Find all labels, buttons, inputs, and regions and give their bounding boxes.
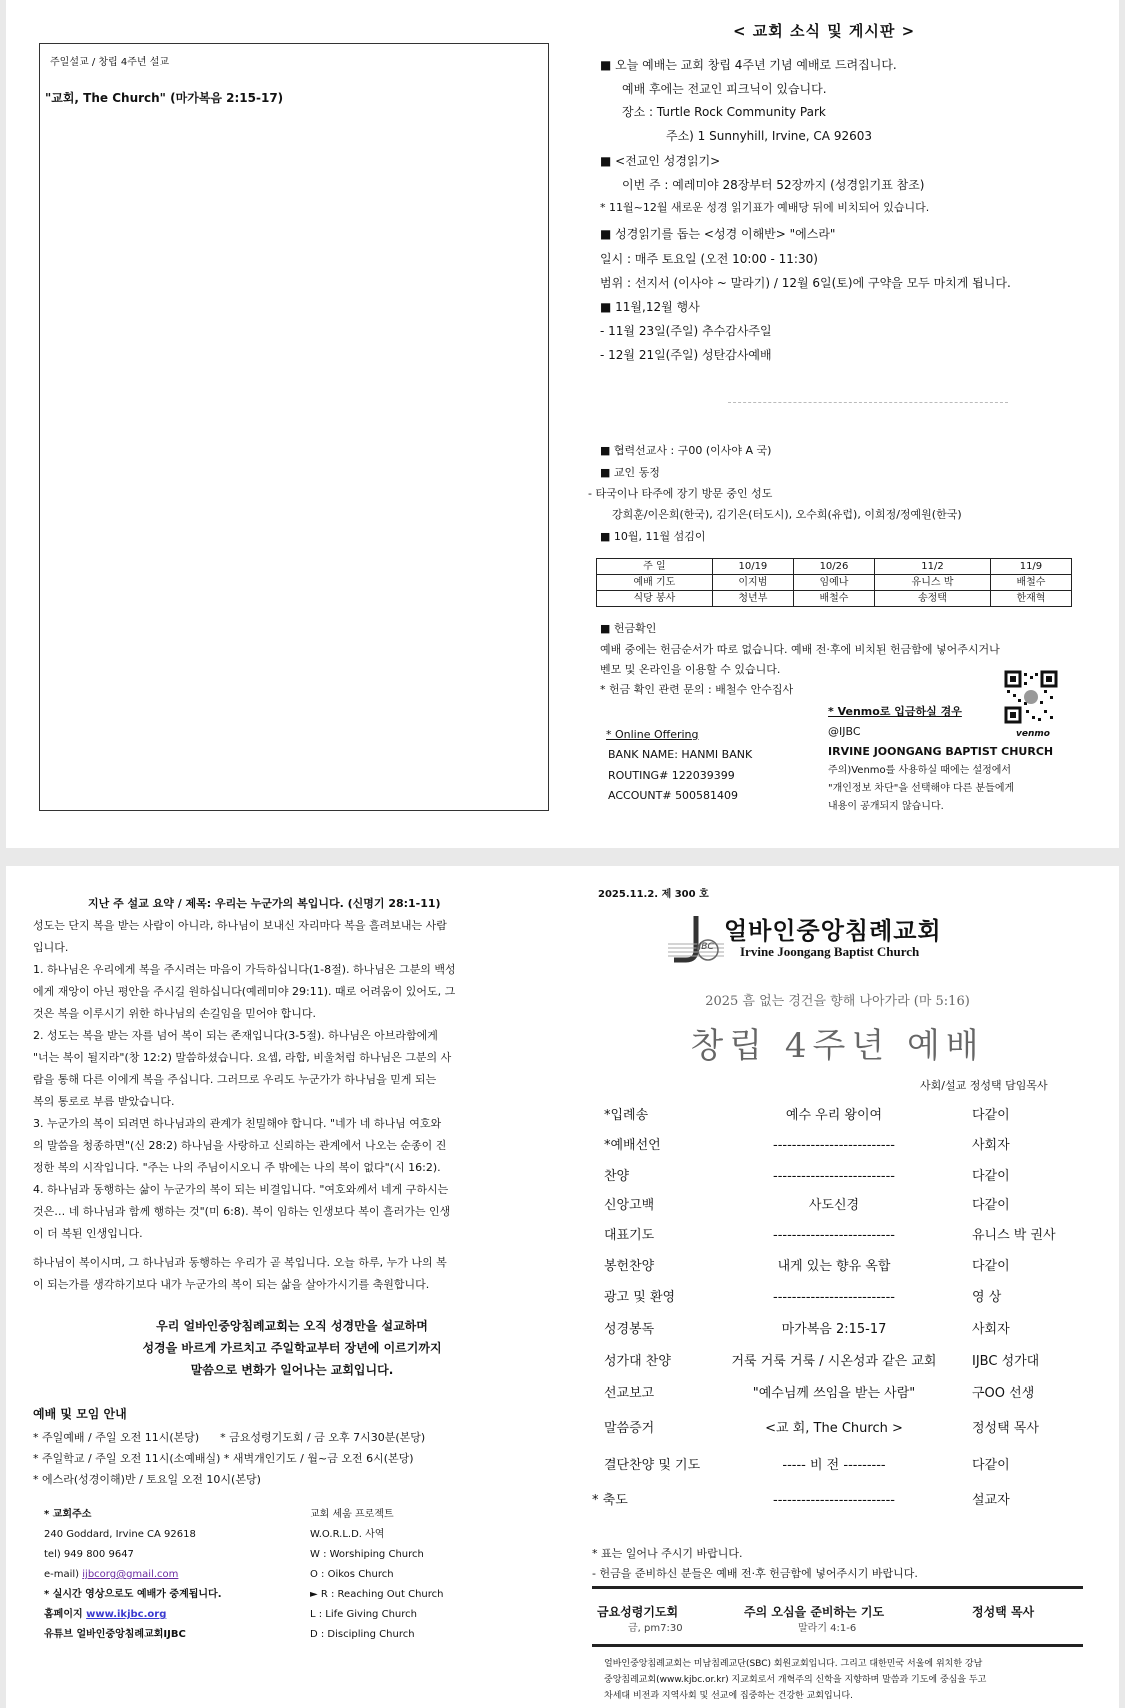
worlds-item: D : Discipling Church xyxy=(310,1629,415,1640)
order-row xyxy=(604,1384,1094,1404)
order-row xyxy=(604,1288,1094,1308)
order-row xyxy=(592,1491,1082,1511)
meetings-title: 예배 및 모임 안내 xyxy=(33,1407,127,1421)
bulletin-back-page xyxy=(6,0,1119,848)
homepage-row xyxy=(44,1606,166,1623)
order-item-leader: 다같이 xyxy=(972,1198,1010,1213)
order-item-content: -------------------------- xyxy=(773,1493,895,1508)
worlds-title: 교회 세움 프로젝트 xyxy=(310,1509,394,1520)
worlds-item: O : Oikos Church xyxy=(310,1569,394,1580)
order-item-name: 성가대 찬양 xyxy=(604,1354,671,1369)
summary-line: 에게 재앙이 아닌 평안을 주시길 원하십니다(예레미야 29:11). 때로 어려움이 있어도, 그 xyxy=(33,985,456,998)
order-item-leader: 영 상 xyxy=(972,1290,1002,1305)
servants-table xyxy=(596,558,1072,607)
table-row xyxy=(597,591,1072,607)
order-item-name: 광고 및 환영 xyxy=(604,1290,676,1305)
summary-line: 성도는 단지 복을 받는 사람이 아니라, 하나님이 보내신 자리마다 복을 흘려보내는 사람 xyxy=(33,919,447,932)
table-cell: 식당 봉사 xyxy=(597,591,713,607)
order-row xyxy=(604,1419,1094,1439)
church-name-english: Irvine Joongang Baptist Church xyxy=(740,944,920,959)
order-item-content: 예수 우리 왕이여 xyxy=(785,1108,883,1123)
worlds-item: L : Life Giving Church xyxy=(310,1609,417,1620)
order-item-leader: 사회자 xyxy=(972,1322,1010,1337)
sermon-notes-box xyxy=(39,43,549,811)
offering-note: - 헌금을 준비하신 분들은 예배 전·후 헌금함에 넣어주시기 바랍니다. xyxy=(592,1567,918,1580)
standing-note: * 표는 일어나 주시기 바랍니다. xyxy=(592,1547,743,1560)
order-item-name: 신앙고백 xyxy=(604,1198,655,1213)
youtube-channel: 유튜브 얼바인중앙침례교회IJBC xyxy=(44,1629,186,1640)
order-item-leader: 다같이 xyxy=(972,1108,1010,1123)
church-address: 240 Goddard, Irvine CA 92618 xyxy=(44,1529,196,1540)
summary-line: 2. 성도는 복을 받는 자를 넘어 복이 되는 존재입니다(3-5절). 하나님은 아브라함에게 xyxy=(33,1029,438,1042)
news-item: ■ 10월, 11월 섬김이 xyxy=(600,530,706,543)
friday-topic: 주의 오심을 준비하는 기도 xyxy=(744,1605,885,1619)
meeting-line: * 주일예배 / 주일 오전 11시(본당) * 금요성령기도회 / 금 오후 7시30분(본당) xyxy=(33,1431,426,1444)
order-item-leader: 다같이 xyxy=(972,1458,1010,1473)
yearly-motto: 2025 흠 없는 경건을 향해 나아가라 (마 5:16) xyxy=(705,994,970,1009)
summary-line: 람을 통해 다른 이에게 복을 주십니다. 그러므로 우리도 누군가가 하나님을 믿게 되는 xyxy=(33,1073,437,1086)
bulletin-front-page xyxy=(6,866,1119,1708)
summary-line: "너는 복이 될지라"(창 12:2) 말씀하셨습니다. 요셉, 라합, 비울처럼 하나님은 그분의 사 xyxy=(33,1051,452,1064)
divider-rule xyxy=(592,1586,1083,1589)
summary-closing: 이 되는가를 생각하기보다 내가 누군가의 복이 되는 삶을 살아가시기를 축원합니다. xyxy=(33,1278,430,1291)
table-cell: 청년부 xyxy=(712,591,793,607)
order-item-leader: 정성택 목사 xyxy=(972,1421,1039,1436)
table-header-row xyxy=(597,559,1072,575)
order-item-name: 봉헌찬양 xyxy=(604,1259,655,1274)
section-divider xyxy=(728,402,1008,403)
news-item: ■ 오늘 예배는 교회 창립 4주년 기념 예배로 드려집니다. xyxy=(600,58,897,72)
footer-line: 차세대 비전과 지역사회 및 선교에 집중하는 건강한 교회입니다. xyxy=(604,1691,853,1701)
news-item: ■ 성경읽기를 돕는 <성경 이해반> "에스라" xyxy=(600,227,836,241)
offering-text: 예배 중에는 헌금순서가 따로 없습니다. 예배 전·후에 비치된 헌금함에 넣어주시거나 xyxy=(600,643,1000,656)
order-row xyxy=(604,1456,1094,1476)
table-row xyxy=(597,575,1072,591)
summary-line: 4. 하나님과 동행하는 삶이 누군가의 복이 되는 비결입니다. "여호와께서 네게 구하시는 xyxy=(33,1183,449,1196)
table-cell: 송정택 xyxy=(875,591,991,607)
order-item-leader: 사회자 xyxy=(972,1138,1010,1153)
order-item-content: 마가복음 2:15-17 xyxy=(781,1322,887,1337)
church-logo xyxy=(666,914,726,964)
order-item-name: 대표기도 xyxy=(604,1228,655,1243)
table-cell: 10/26 xyxy=(793,559,874,575)
news-item: 예배 후에는 전교인 피크닉이 있습니다. xyxy=(622,82,827,96)
worlds-item: ► R : Reaching Out Church xyxy=(310,1589,444,1600)
friday-leader: 정성택 목사 xyxy=(972,1605,1035,1619)
footer-line: 중앙침례교회(www.kjbc.or.kr) 지교회로서 개혁주의 신학을 지향하며 말씀과 기도에 중심을 두고 xyxy=(604,1675,987,1685)
friday-meeting-name: 금요성령기도회 xyxy=(597,1605,679,1619)
news-item: ■ 교인 동정 xyxy=(600,466,660,479)
church-logo-icon xyxy=(666,914,726,964)
summary-line: 의 말씀을 청종하면"(신 28:2) 하나님을 사랑하고 신뢰하는 관계에서 나오는 순종이 진 xyxy=(33,1139,447,1152)
logo-lettering: IJBC xyxy=(696,942,714,952)
order-item-content: -------------------------- xyxy=(773,1228,895,1243)
summary-line: 이 더 복된 인생입니다. xyxy=(33,1227,143,1240)
table-cell: 10/19 xyxy=(712,559,793,575)
summary-line: 정한 복의 시작입니다. "주는 나의 주님이시오니 주 밖에는 나의 복이 없다"(시 16:2). xyxy=(33,1161,441,1174)
order-row xyxy=(604,1320,1094,1340)
church-phone: tel) 949 800 9647 xyxy=(44,1549,134,1560)
order-item-leader: IJBC 성가대 xyxy=(972,1354,1040,1369)
order-item-content: <교 회, The Church > xyxy=(765,1421,903,1436)
qr-code-icon xyxy=(1004,670,1058,724)
news-item: - 12월 21일(주일) 성탄감사예배 xyxy=(600,348,772,362)
order-item-name: *예배선언 xyxy=(604,1138,661,1153)
venmo-title: * Venmo로 입금하실 경우 xyxy=(828,705,962,718)
mission-statement: 우리 얼바인중앙침례교회는 오직 성경만을 설교하며 xyxy=(156,1319,428,1333)
sermon-box-title: "교회, The Church" (마가복음 2:15-17) xyxy=(45,91,284,105)
footer-line: 얼바인중앙침례교회는 미남침례교단(SBC) 회원교회입니다. 그리고 대한민국 서울에 위치한 강남 xyxy=(604,1659,983,1669)
venmo-logo: venmo xyxy=(1016,729,1050,739)
news-item: 주소) 1 Sunnyhill, Irvine, CA 92603 xyxy=(666,129,873,143)
summary-line: 입니다. xyxy=(33,941,69,954)
order-row xyxy=(604,1352,1094,1372)
friday-scripture: 말라기 4:1-6 xyxy=(798,1623,857,1634)
bank-name: BANK NAME: HANMI BANK xyxy=(608,748,753,761)
order-item-leader: 다같이 xyxy=(972,1169,1010,1184)
worlds-item: W : Worshiping Church xyxy=(310,1549,424,1560)
news-item: ■ 11월,12월 행사 xyxy=(600,300,700,314)
offering-text: 벤모 및 온라인을 이용할 수 있습니다. xyxy=(600,663,781,676)
church-name-korean: 얼바인중앙침례교회 xyxy=(724,916,942,945)
email-label: e-mail) xyxy=(44,1569,80,1580)
order-item-content: ----- 비 전 --------- xyxy=(782,1458,886,1473)
address-title: * 교회주소 xyxy=(44,1509,92,1520)
news-item: ■ <전교인 성경읽기> xyxy=(600,154,721,168)
mission-statement: 성경을 바르게 가르치고 주일학교부터 장년에 이르기까지 xyxy=(142,1341,442,1355)
table-cell: 11/2 xyxy=(875,559,991,575)
summary-heading: 지난 주 설교 요약 / 제목: 우리는 누군가의 복입니다. (신명기 28:1-11) xyxy=(88,897,441,910)
table-cell: 임예나 xyxy=(793,575,874,591)
online-offering-title: * Online Offering xyxy=(606,728,699,741)
order-item-name: 선교보고 xyxy=(604,1386,655,1401)
summary-line: 것은… 네 하나님과 함께 행하는 것"(미 6:8). 복이 임하는 인생보다 복이 흘러가는 인생 xyxy=(33,1205,451,1218)
summary-line: 3. 누군가의 복이 되려면 하나님과의 관계가 친밀해야 합니다. "네가 네 하나님 여호와 xyxy=(33,1117,442,1130)
offering-contact: * 헌금 확인 관련 문의 : 배철수 안수집사 xyxy=(600,683,794,696)
news-item: - 타국이나 타주에 장기 방문 중인 성도 xyxy=(588,487,773,500)
news-item: 일시 : 매주 토요일 (오전 10:00 - 11:30) xyxy=(600,252,818,266)
order-row xyxy=(604,1257,1094,1277)
worlds-subtitle: W.O.R.L.D. 사역 xyxy=(310,1529,385,1540)
order-row xyxy=(604,1226,1094,1246)
summary-closing: 하나님이 복이시며, 그 하나님과 동행하는 우리가 곧 복입니다. 오늘 하루, 누가 나의 복 xyxy=(33,1256,447,1269)
issue-number: 2025.11.2. 제 300 호 xyxy=(598,889,709,900)
table-cell: 이지범 xyxy=(712,575,793,591)
order-item-name: * 축도 xyxy=(592,1493,628,1508)
officiant-info: 사회/설교 정성택 담임목사 xyxy=(920,1079,1048,1092)
venmo-note: 내용이 공개되지 않습니다. xyxy=(828,801,944,812)
news-item: ■ 협력선교사 : 구00 (이사야 A 국) xyxy=(600,444,772,457)
summary-line: 것은 복을 이루시기 위한 하나님의 손길임을 믿어야 합니다. xyxy=(33,1007,316,1020)
sermon-box-label: 주일설교 / 창립 4주년 설교 xyxy=(50,57,170,68)
meeting-line: * 주일학교 / 주일 오전 11시(소예배실) * 새벽개인기도 / 월~금 오전 6시(본당) xyxy=(33,1452,414,1465)
table-cell: 11/9 xyxy=(990,559,1071,575)
order-item-content: -------------------------- xyxy=(773,1290,895,1305)
live-stream-note: * 실시간 영상으로도 예배가 중계됩니다. xyxy=(44,1589,222,1600)
table-cell: 배철수 xyxy=(793,591,874,607)
order-item-leader: 다같이 xyxy=(972,1259,1010,1274)
order-item-content: 내게 있는 향유 옥합 xyxy=(777,1259,891,1274)
venmo-account-name: IRVINE JOONGANG BAPTIST CHURCH xyxy=(828,745,1054,758)
order-item-name: 말씀증거 xyxy=(604,1421,655,1436)
venmo-handle: @IJBC xyxy=(828,725,861,738)
venmo-note: "개인정보 차단"을 선택해야 다른 분들에게 xyxy=(828,783,1015,794)
news-item: 범위 : 선지서 (이사야 ~ 말라기) / 12월 6일(토)에 구약을 모두 마치게 됩니다. xyxy=(600,276,1011,290)
news-item: - 11월 23일(주일) 추수감사주일 xyxy=(600,324,772,338)
account-number: ACCOUNT# 500581409 xyxy=(608,789,739,802)
email-row xyxy=(44,1566,178,1583)
summary-line: 복의 통로로 부름 받았습니다. xyxy=(33,1095,175,1108)
order-row xyxy=(604,1136,1094,1156)
meeting-line: * 에스라(성경이해)반 / 토요일 오전 10시(본당) xyxy=(33,1473,261,1486)
order-item-name: 성경봉독 xyxy=(604,1322,655,1337)
order-item-name: 결단찬양 및 기도 xyxy=(604,1458,701,1473)
homepage-link[interactable]: www.ikjbc.org xyxy=(86,1609,167,1620)
order-item-leader: 유니스 박 권사 xyxy=(972,1228,1056,1243)
order-item-content: 거룩 거룩 거룩 / 시온성과 같은 교회 xyxy=(731,1354,937,1369)
homepage-label: 홈페이지 xyxy=(44,1609,83,1620)
table-cell: 유니스 박 xyxy=(875,575,991,591)
news-item: 강희훈/이은희(한국), 김기은(터도시), 오수희(유럽), 이희정/정예원(한국) xyxy=(612,508,962,521)
email-link[interactable]: ijbcorg@gmail.com xyxy=(82,1569,179,1580)
news-item: * 11월~12월 새로운 성경 읽기표가 예배당 뒤에 비치되어 있습니다. xyxy=(600,201,930,214)
table-cell: 배철수 xyxy=(990,575,1071,591)
order-item-leader: 구OO 선생 xyxy=(972,1386,1035,1401)
order-item-content: 사도신경 xyxy=(808,1198,860,1213)
table-cell: 예배 기도 xyxy=(597,575,713,591)
mission-statement: 말씀으로 변화가 일어나는 교회입니다. xyxy=(190,1363,394,1377)
offering-title: ■ 헌금확인 xyxy=(600,622,657,635)
divider-rule xyxy=(592,1644,1083,1647)
news-item: 장소 : Turtle Rock Community Park xyxy=(622,105,826,119)
news-item: 이번 주 : 예레미야 28장부터 52장까지 (성경읽기표 참조) xyxy=(622,178,925,192)
order-item-name: *입례송 xyxy=(604,1108,649,1123)
table-cell: 주 일 xyxy=(597,559,713,575)
order-item-content: -------------------------- xyxy=(773,1138,895,1153)
order-item-content: -------------------------- xyxy=(773,1169,895,1184)
summary-line: 1. 하나님은 우리에게 복을 주시려는 마음이 가득하십니다(1-8절). 하나님은 그분의 백성 xyxy=(33,963,456,976)
order-item-name: 찬양 xyxy=(604,1169,630,1184)
order-item-content: "예수님께 쓰임을 받는 사람" xyxy=(752,1386,916,1401)
bulletin-board-title: < 교회 소식 및 게시판 > xyxy=(733,22,916,40)
service-title: 창립 4주년 예배 xyxy=(690,1026,985,1066)
order-row xyxy=(604,1196,1094,1216)
friday-meeting-time: 금, pm7:30 xyxy=(628,1623,683,1634)
church-footer xyxy=(604,1656,986,1704)
routing-number: ROUTING# 122039399 xyxy=(608,769,735,782)
venmo-qr-code[interactable] xyxy=(1004,670,1058,724)
venmo-note: 주의)Venmo를 사용하실 때에는 설정에서 xyxy=(828,765,1012,776)
order-row xyxy=(604,1167,1094,1187)
order-item-leader: 설교자 xyxy=(972,1493,1010,1508)
order-row xyxy=(604,1106,1094,1126)
table-cell: 한재혁 xyxy=(990,591,1071,607)
